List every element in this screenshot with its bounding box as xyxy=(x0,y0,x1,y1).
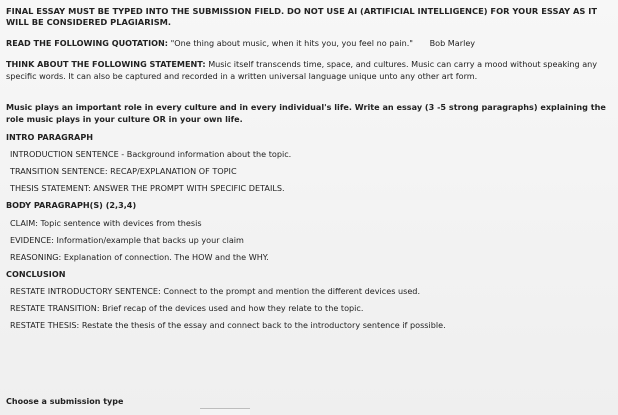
quotation-author: Bob Marley xyxy=(429,37,476,48)
quotation-intro: READ THE FOLLOWING QUOTATION: xyxy=(6,37,168,48)
intro-heading: INTRO PARAGRAPH xyxy=(6,132,94,143)
statement-text: Music itself transcends time, space, and cultures. Music can carry a mood without speaking any specific words. It can also be captured and recorded in a written universal language unique unto any other art form. xyxy=(6,58,598,82)
evidence-line: EVIDENCE: Information/example that backs up your claim xyxy=(10,234,244,245)
quotation-text: "One thing about music, when it hits you, you feel no pain." xyxy=(170,37,414,48)
ai-warning: FINAL ESSAY MUST BE TYPED INTO THE SUBMISSION FIELD. DO NOT USE AI (ARTIFICIAL INTELLIGENCE) FOR YOUR ESSAY AS IT WILL BE CONSIDERED PLAGIARISM. xyxy=(6,6,598,27)
restate-transition-line: RESTATE TRANSITION: Brief recap of the devices used and how they relate to the topic. xyxy=(10,303,364,314)
submission-type-label: Choose a submission type xyxy=(6,397,124,406)
statement-paragraph xyxy=(6,58,610,83)
transition-sentence: TRANSITION SENTENCE: RECAP/EXPLANATION OF TOPIC xyxy=(10,166,237,177)
claim-line: CLAIM: Topic sentence with devices from thesis xyxy=(10,217,202,228)
reasoning-line: REASONING: Explanation of connection. The HOW and the WHY. xyxy=(10,251,269,262)
essay-prompt: Music plays an important role in every culture and in every individual's life. Write an essay (3 -5 strong paragraphs) explaining the role music plays in your culture OR in your own life. xyxy=(6,101,606,124)
thesis-statement: THESIS STATEMENT: ANSWER THE PROMPT WITH SPECIFIC DETAILS. xyxy=(10,183,285,194)
quotation-line xyxy=(6,38,610,48)
restate-intro-line: RESTATE INTRODUCTORY SENTENCE: Connect to the prompt and mention the different devices used. xyxy=(10,286,421,296)
body-heading: BODY PARAGRAPH(S) (2,3,4) xyxy=(6,200,137,211)
submission-type-dropdown[interactable] xyxy=(200,408,250,415)
restate-thesis-line: RESTATE THESIS: Restate the thesis of the essay and connect back to the introductory sentence if possible. xyxy=(10,320,446,331)
conclusion-heading: CONCLUSION xyxy=(6,268,66,279)
intro-sentence: INTRODUCTION SENTENCE - Background information about the topic. xyxy=(10,149,292,160)
statement-intro: THINK ABOUT THE FOLLOWING STATEMENT: xyxy=(6,58,206,69)
